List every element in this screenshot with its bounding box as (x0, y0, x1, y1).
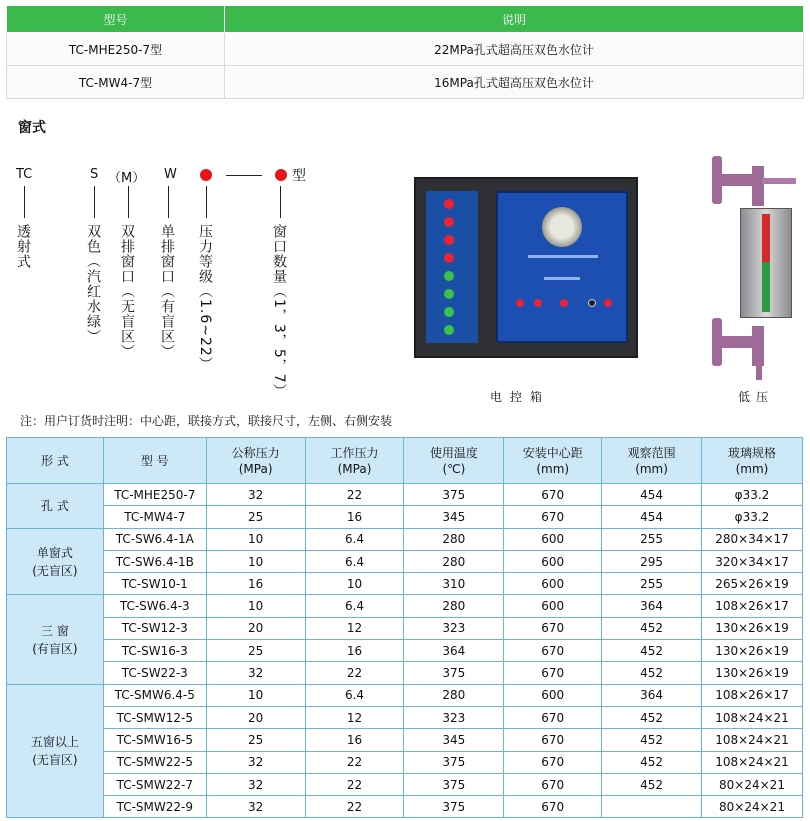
nominal-pressure-cell: 32 (206, 662, 305, 684)
indicator-lamp (444, 271, 454, 281)
model-cell: TC-SW22-3 (103, 662, 206, 684)
center-distance-cell: 600 (504, 573, 602, 595)
working-pressure-cell: 6.4 (305, 684, 404, 706)
view-range-cell: 454 (602, 484, 702, 506)
view-range-cell: 452 (602, 751, 702, 773)
drain-pipe (756, 366, 762, 380)
panel-lamp (604, 299, 612, 307)
working-pressure-cell: 16 (305, 640, 404, 662)
glass-spec-cell: 108×24×21 (702, 706, 803, 728)
view-range-cell: 454 (602, 506, 702, 528)
nominal-pressure-cell: 16 (206, 573, 305, 595)
indicator-lamp (444, 217, 454, 227)
table-row (7, 573, 803, 595)
group-label: 孔 式 (7, 484, 104, 529)
center-distance-cell: 670 (504, 506, 602, 528)
glass-spec-cell: 130×26×19 (702, 662, 803, 684)
glass-spec-cell: 130×26×19 (702, 640, 803, 662)
model-cell: TC-SW12-3 (103, 617, 206, 639)
glass-spec-cell: 108×26×17 (702, 684, 803, 706)
center-distance-cell: 600 (504, 550, 602, 572)
temperature-cell: 280 (404, 595, 504, 617)
nominal-pressure-cell: 32 (206, 773, 305, 795)
model-cell: TC-SMW6.4-5 (103, 684, 206, 706)
table-row (7, 662, 803, 684)
indicator-lamp (444, 325, 454, 335)
nominal-pressure-cell: 10 (206, 550, 305, 572)
working-pressure-cell: 6.4 (305, 595, 404, 617)
spec-table (6, 437, 803, 818)
working-pressure-cell: 22 (305, 796, 404, 818)
water-green-column (762, 262, 770, 312)
glass-spec-cell: 130×26×19 (702, 617, 803, 639)
temperature-cell: 280 (404, 528, 504, 550)
view-range-cell: 452 (602, 662, 702, 684)
working-pressure-cell: 12 (305, 617, 404, 639)
leader-line (280, 186, 281, 218)
model-cell: TC-SW10-1 (103, 573, 206, 595)
temperature-cell: 345 (404, 506, 504, 528)
header-glass-spec: 玻璃规格 (mm) (702, 438, 803, 484)
temperature-cell: 375 (404, 751, 504, 773)
leader-line (206, 186, 207, 218)
header-model: 型 号 (103, 438, 206, 484)
model-cell: TC-SMW22-7 (103, 773, 206, 795)
temperature-cell: 345 (404, 729, 504, 751)
temperature-cell: 375 (404, 662, 504, 684)
view-range-cell (602, 796, 702, 818)
code-suffix: 型 (292, 168, 306, 184)
working-pressure-cell: 16 (305, 729, 404, 751)
panel-label-line (528, 255, 598, 258)
panel-knob (588, 299, 596, 307)
header-center-distance: 安装中心距 (mm) (504, 438, 602, 484)
view-range-cell: 452 (602, 729, 702, 751)
table-row (7, 729, 803, 751)
nominal-pressure-cell: 25 (206, 729, 305, 751)
nominal-pressure-cell: 32 (206, 484, 305, 506)
header-working-pressure: 工作压力 (MPa) (305, 438, 404, 484)
nominal-pressure-cell: 10 (206, 528, 305, 550)
header-description: 说明 (225, 6, 804, 33)
center-distance-cell: 670 (504, 662, 602, 684)
control-box-photo (414, 177, 638, 358)
leader-line (168, 186, 169, 218)
steam-red-column (762, 214, 770, 262)
table-row (7, 528, 803, 550)
valve-handle (762, 178, 796, 184)
working-pressure-cell: 22 (305, 773, 404, 795)
view-range-cell: 364 (602, 684, 702, 706)
glass-spec-cell: 80×24×21 (702, 796, 803, 818)
panel-lamp (516, 299, 524, 307)
model-cell: TC-SW6.4-3 (103, 595, 206, 617)
center-distance-cell: 670 (504, 706, 602, 728)
center-distance-cell: 600 (504, 528, 602, 550)
table-row (7, 66, 804, 99)
working-pressure-cell: 16 (305, 506, 404, 528)
model-description-table (6, 5, 804, 99)
code-w: W (164, 167, 177, 182)
dash-line (226, 175, 262, 176)
order-note: 注：用户订货时注明：中心距，联接方式，联接尺寸，左侧、右侧安装 (20, 414, 393, 428)
working-pressure-cell: 22 (305, 484, 404, 506)
indicator-lamp (444, 253, 454, 263)
header-model: 型号 (7, 6, 225, 33)
model-cell: TC-SMW12-5 (103, 706, 206, 728)
model-cell: TC-SMW22-9 (103, 796, 206, 818)
pressure-placeholder-dot (200, 169, 212, 181)
working-pressure-cell: 10 (305, 573, 404, 595)
view-range-cell: 452 (602, 617, 702, 639)
table-row (7, 33, 804, 66)
model-cell: TC-SW16-3 (103, 640, 206, 662)
group-label: 单窗式 (无盲区) (7, 528, 104, 595)
glass-spec-cell: 265×26×19 (702, 573, 803, 595)
valve-body (752, 166, 764, 206)
glass-spec-cell: 80×24×21 (702, 773, 803, 795)
view-range-cell: 255 (602, 528, 702, 550)
group-label: 三 窗 (有盲区) (7, 595, 104, 684)
table-row (7, 706, 803, 728)
temperature-cell: 364 (404, 640, 504, 662)
temperature-cell: 375 (404, 484, 504, 506)
code-s: S (90, 167, 99, 182)
model-cell: TC-MHE250-7型 (7, 33, 225, 66)
center-distance-cell: 670 (504, 640, 602, 662)
temperature-cell: 375 (404, 796, 504, 818)
view-range-cell: 364 (602, 595, 702, 617)
glass-spec-cell: φ33.2 (702, 506, 803, 528)
panel-lamp (534, 299, 542, 307)
spec-table-body (7, 484, 803, 818)
leader-line (24, 186, 25, 218)
indicator-lamp (444, 307, 454, 317)
header-temperature: 使用温度 (℃) (404, 438, 504, 484)
glass-spec-cell: 108×26×17 (702, 595, 803, 617)
model-cell: TC-MW4-7型 (7, 66, 225, 99)
description-cell: 16MPa孔式超高压双色水位计 (225, 66, 804, 99)
temperature-cell: 280 (404, 550, 504, 572)
indicator-lamp (444, 199, 454, 209)
working-pressure-cell: 6.4 (305, 550, 404, 572)
nominal-pressure-cell: 25 (206, 506, 305, 528)
table-row (7, 595, 803, 617)
nominal-pressure-cell: 25 (206, 640, 305, 662)
low-pressure-caption: 低压 (738, 390, 775, 404)
center-distance-cell: 670 (504, 796, 602, 818)
panel-label-line (544, 277, 580, 280)
code-m: （M） (108, 171, 146, 186)
indicator-lamp (444, 235, 454, 245)
glass-spec-cell: 320×34×17 (702, 550, 803, 572)
glass-spec-cell: 108×24×21 (702, 729, 803, 751)
model-cell: TC-MW4-7 (103, 506, 206, 528)
leader-line (128, 186, 129, 218)
model-cell: TC-SW6.4-1A (103, 528, 206, 550)
desc-transmission: 透射式 (15, 224, 31, 269)
window-placeholder-dot (275, 169, 287, 181)
table-row (7, 640, 803, 662)
nominal-pressure-cell: 32 (206, 796, 305, 818)
view-range-cell: 255 (602, 573, 702, 595)
center-distance-cell: 670 (504, 729, 602, 751)
working-pressure-cell: 6.4 (305, 528, 404, 550)
nominal-pressure-cell: 20 (206, 617, 305, 639)
glass-spec-cell: 280×34×17 (702, 528, 803, 550)
table-row (7, 773, 803, 795)
center-distance-cell: 670 (504, 751, 602, 773)
header-form: 形 式 (7, 438, 104, 484)
temperature-cell: 323 (404, 706, 504, 728)
description-cell: 22MPa孔式超高压双色水位计 (225, 33, 804, 66)
desc-dual-window: 双排窗口（无盲区） (119, 224, 135, 359)
model-cell: TC-SMW16-5 (103, 729, 206, 751)
control-box-caption: 电控箱 (490, 390, 551, 404)
temperature-cell: 310 (404, 573, 504, 595)
nominal-pressure-cell: 10 (206, 684, 305, 706)
working-pressure-cell: 12 (305, 706, 404, 728)
center-distance-cell: 600 (504, 595, 602, 617)
center-distance-cell: 670 (504, 617, 602, 639)
view-range-cell: 295 (602, 550, 702, 572)
model-cell: TC-SMW22-5 (103, 751, 206, 773)
gauge-icon (542, 207, 582, 247)
indicator-lamp (444, 289, 454, 299)
center-distance-cell: 670 (504, 773, 602, 795)
model-cell: TC-SW6.4-1B (103, 550, 206, 572)
control-panel (496, 191, 628, 343)
table-row (7, 684, 803, 706)
center-distance-cell: 600 (504, 684, 602, 706)
temperature-cell: 375 (404, 773, 504, 795)
desc-single-window: 单排窗口（有盲区） (159, 224, 175, 359)
center-distance-cell: 670 (504, 484, 602, 506)
table-row (7, 617, 803, 639)
leader-line (94, 186, 95, 218)
header-view-range: 观察范围 (mm) (602, 438, 702, 484)
working-pressure-cell: 22 (305, 662, 404, 684)
model-cell: TC-MHE250-7 (103, 484, 206, 506)
view-range-cell: 452 (602, 706, 702, 728)
indicator-panel (426, 191, 478, 343)
table-row (7, 484, 803, 506)
glass-spec-cell: 108×24×21 (702, 751, 803, 773)
flange (712, 318, 722, 366)
desc-window-count: 窗口数量（1，3，5，7） (271, 224, 287, 399)
section-title: 窗式 (18, 120, 46, 136)
nominal-pressure-cell: 10 (206, 595, 305, 617)
temperature-cell: 280 (404, 684, 504, 706)
temperature-cell: 323 (404, 617, 504, 639)
nominal-pressure-cell: 20 (206, 706, 305, 728)
header-nominal-pressure: 公称压力 (MPa) (206, 438, 305, 484)
flange (712, 156, 722, 204)
table-row (7, 506, 803, 528)
panel-lamp (560, 299, 568, 307)
table-row (7, 751, 803, 773)
spec-table-header (7, 438, 803, 484)
view-range-cell: 452 (602, 773, 702, 795)
desc-pressure-grade: 压力等级（1.6~22） (197, 224, 213, 372)
desc-dual-color: 双色（汽红水绿） (85, 224, 101, 344)
table-row (7, 796, 803, 818)
code-tc: TC (16, 167, 33, 182)
nominal-pressure-cell: 32 (206, 751, 305, 773)
valve-body (752, 326, 764, 366)
table-row (7, 550, 803, 572)
working-pressure-cell: 22 (305, 751, 404, 773)
view-range-cell: 452 (602, 640, 702, 662)
glass-spec-cell: φ33.2 (702, 484, 803, 506)
group-label: 五窗以上 (无盲区) (7, 684, 104, 818)
